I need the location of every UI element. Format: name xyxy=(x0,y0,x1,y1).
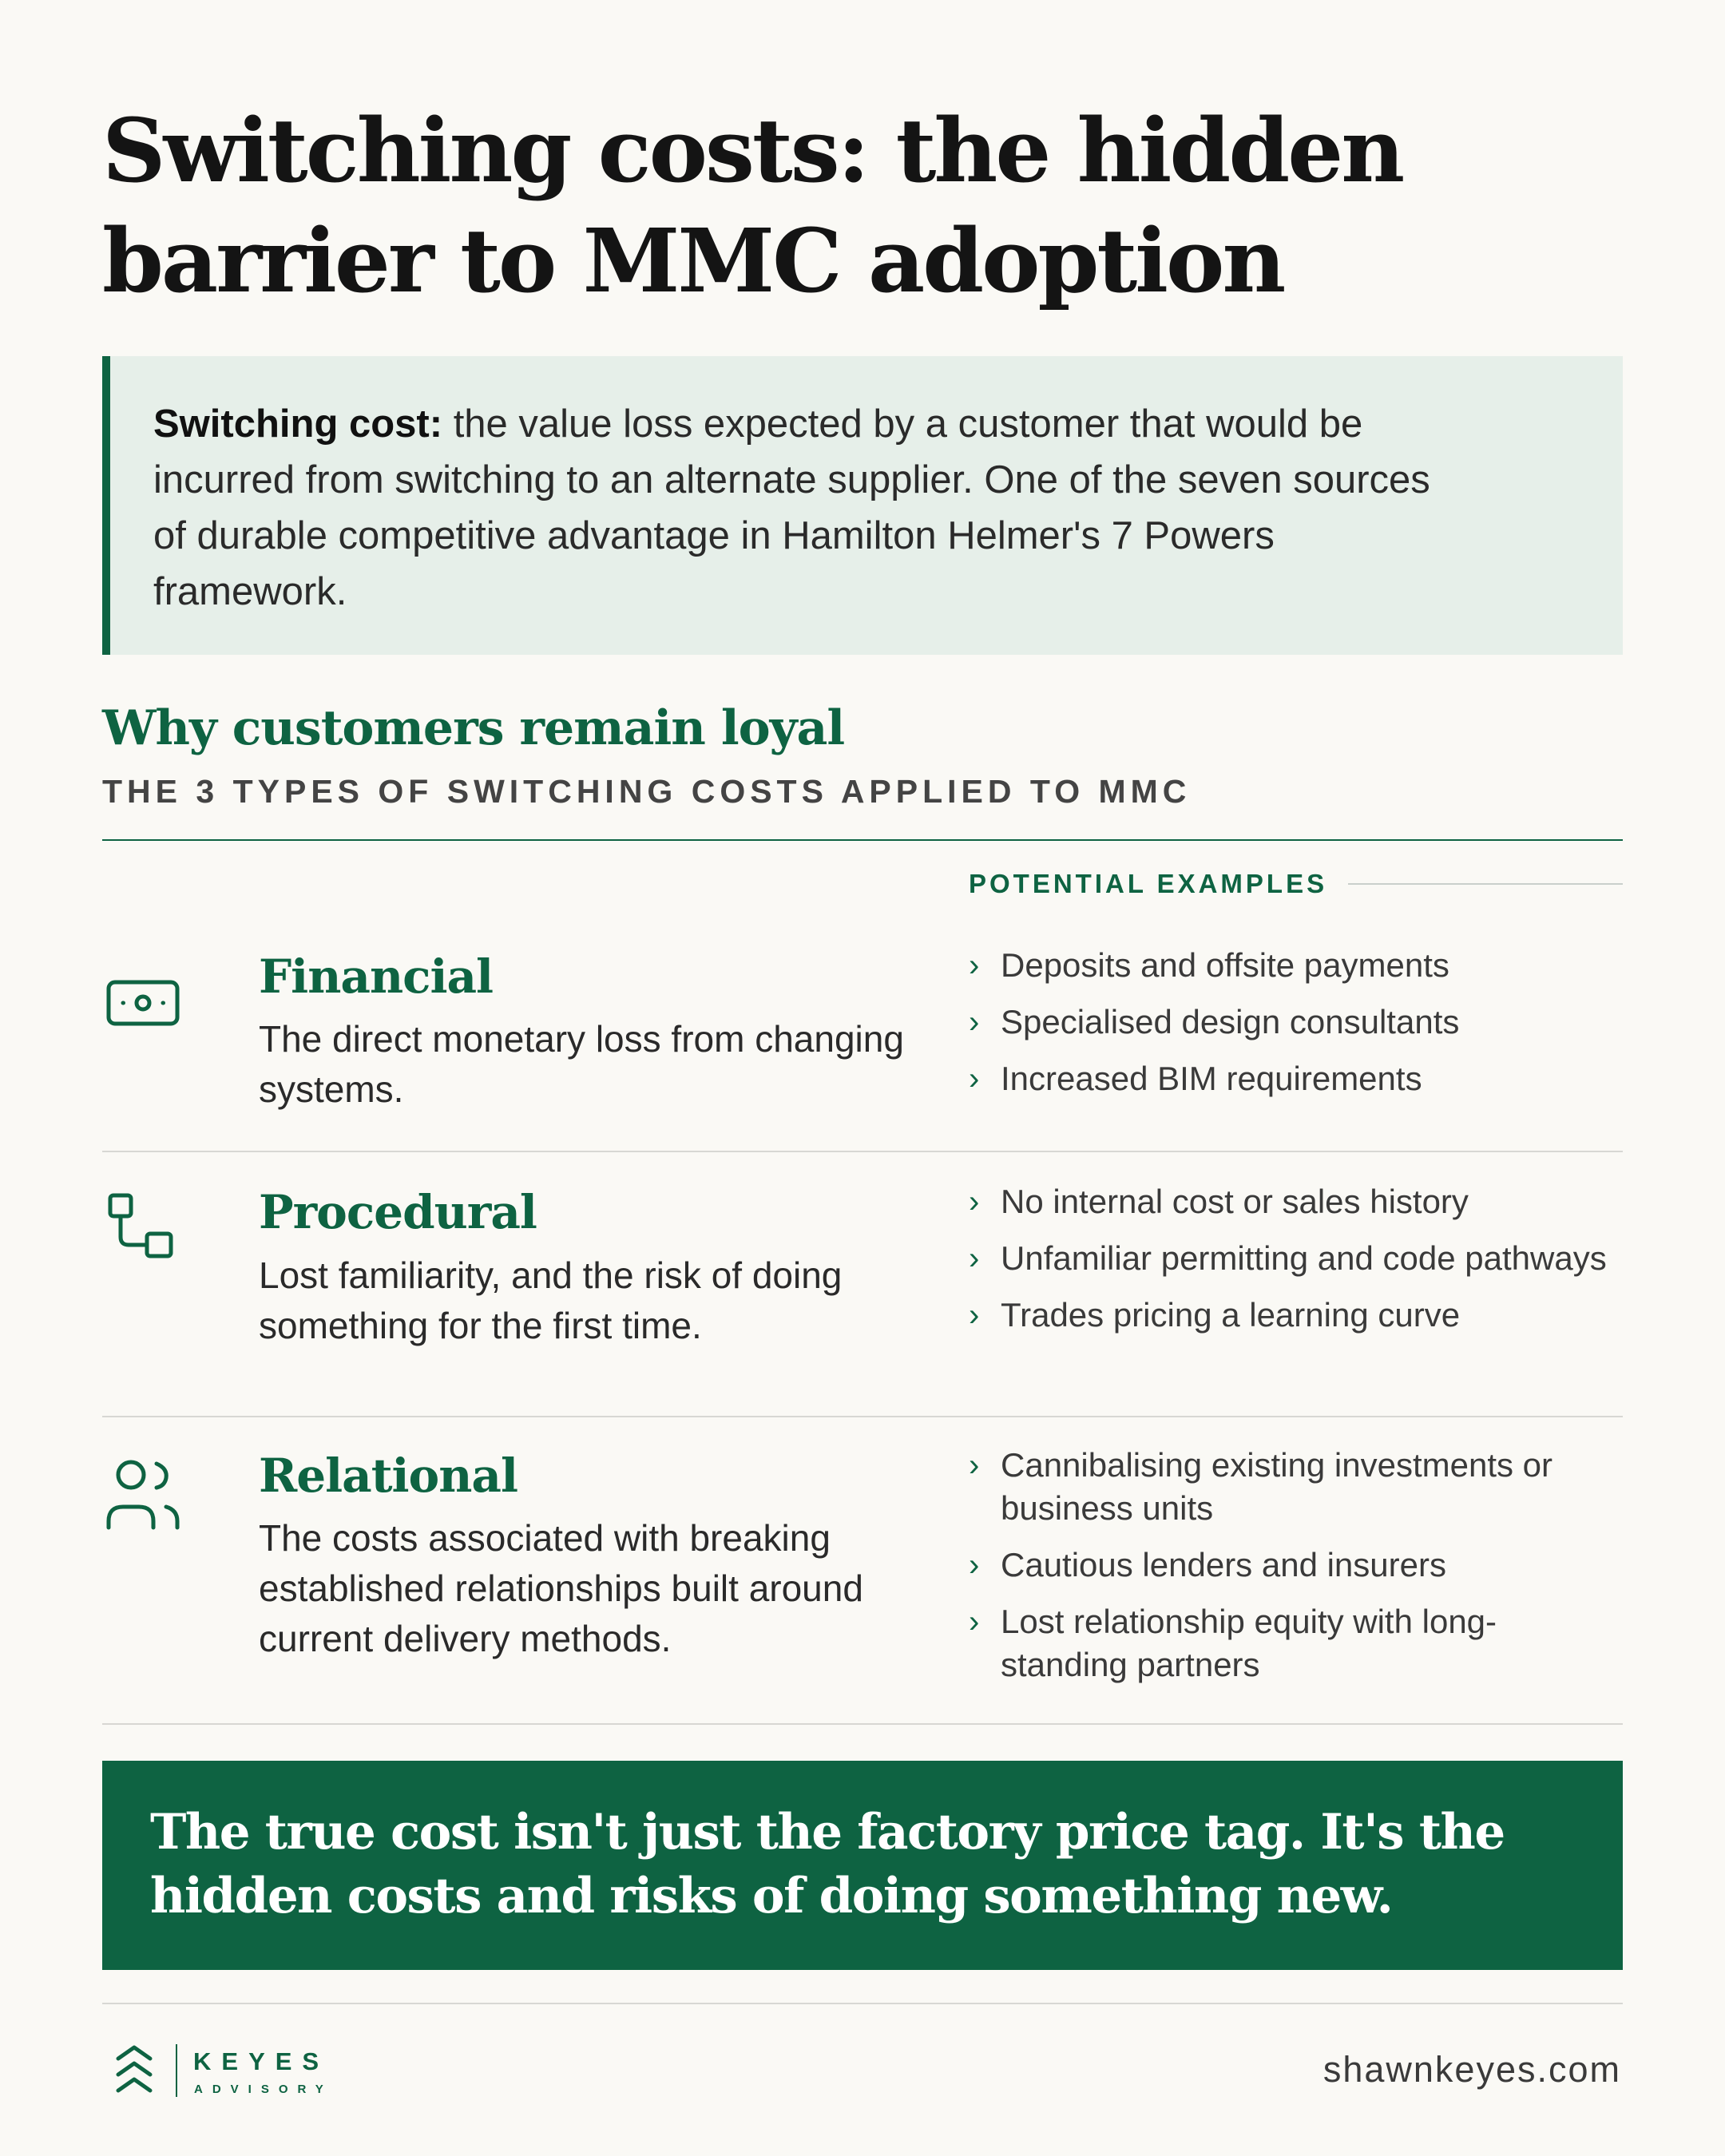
website-link[interactable]: shawnkeyes.com xyxy=(1322,2049,1621,2090)
examples-list xyxy=(969,1444,1623,1700)
logo-divider xyxy=(176,2044,177,2097)
type-name: Financial xyxy=(259,949,494,1004)
row-divider xyxy=(102,1723,1623,1725)
examples-header xyxy=(969,866,1623,902)
banknote-icon xyxy=(105,965,182,1041)
callout-banner: The true cost isn't just the factory price tag. It's the hidden costs and risks of doing something new. xyxy=(102,1761,1623,1970)
chevron-right-icon: › xyxy=(969,1548,980,1583)
type-name: Procedural xyxy=(259,1185,537,1239)
brand-logo xyxy=(113,2041,353,2099)
examples-list xyxy=(969,1180,1623,1350)
chevron-right-icon: › xyxy=(969,1005,980,1040)
chevron-right-icon: › xyxy=(969,1241,980,1276)
footer-divider xyxy=(102,2003,1623,2004)
list-item: › Cautious lenders and insurers xyxy=(969,1544,1623,1587)
examples-list xyxy=(969,944,1623,1114)
type-description: Lost familiarity, and the risk of doing something for the first time. xyxy=(259,1254,843,1346)
list-item: › Lost relationship equity with long-standing partners xyxy=(969,1600,1623,1686)
list-item: › Cannibalising existing investments or business units xyxy=(969,1444,1623,1530)
definition-term: Switching cost: xyxy=(153,402,443,446)
chevron-right-icon: › xyxy=(969,1604,980,1639)
definition-box xyxy=(102,356,1623,655)
examples-label: POTENTIAL EXAMPLES xyxy=(969,869,1328,898)
list-item: › Unfamiliar permitting and code pathways xyxy=(969,1237,1623,1280)
chevron-right-icon: › xyxy=(969,1448,980,1483)
brand-name: KEYES xyxy=(193,2047,330,2075)
chevron-right-icon: › xyxy=(969,948,980,983)
type-description: The costs associated with breaking established relationships built around current delivery methods. xyxy=(259,1517,863,1659)
section-heading: Why customers remain loyal xyxy=(102,700,845,756)
brand-subname: ADVISORY xyxy=(194,2083,333,2096)
chevron-right-icon: › xyxy=(969,1184,980,1219)
examples-header-line xyxy=(1348,883,1623,885)
type-name: Relational xyxy=(259,1449,518,1503)
page-title: Switching costs: the hidden barrier to MMC adoption xyxy=(102,99,1403,312)
workflow-icon xyxy=(105,1191,182,1267)
switching-cost-row-financial xyxy=(102,934,1623,1150)
switching-cost-row-relational xyxy=(102,1417,1623,1721)
infographic-page xyxy=(102,0,1623,2156)
section-divider xyxy=(102,839,1623,841)
list-item: › Specialised design consultants xyxy=(969,1001,1623,1044)
switching-cost-row-procedural xyxy=(102,1152,1623,1416)
list-item: › No internal cost or sales history xyxy=(969,1180,1623,1223)
chevron-right-icon: › xyxy=(969,1061,980,1096)
list-item: › Increased BIM requirements xyxy=(969,1057,1623,1100)
users-icon xyxy=(105,1457,182,1534)
chevrons-up-icon xyxy=(113,2041,155,2099)
type-description: The direct monetary loss from changing systems. xyxy=(259,1018,904,1110)
chevron-right-icon: › xyxy=(969,1298,980,1333)
section-subheading: THE 3 TYPES OF SWITCHING COSTS APPLIED TO MMC xyxy=(102,773,1192,810)
list-item: › Deposits and offsite payments xyxy=(969,944,1623,987)
list-item: › Trades pricing a learning curve xyxy=(969,1294,1623,1337)
definition-text: the value loss expected by a customer that would be incurred from switching to an alternate supplier. One of the seven sources of durable competitive advantage in Hamilton Helmer's 7 Powers framework. xyxy=(153,402,1430,613)
